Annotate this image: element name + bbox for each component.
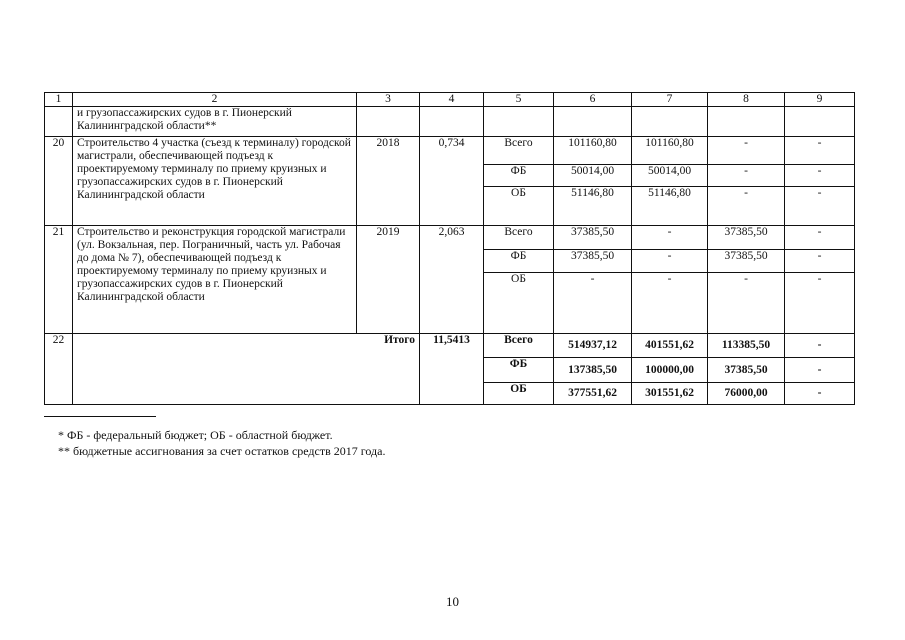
page-number: 10	[446, 594, 459, 609]
cell-value: 37385,50	[554, 226, 632, 250]
cell-object-name: Строительство и реконструкция городской магистрали (ул. Вокзальная, пер. Пограничный, часть ул. Рабочая до дома № 7), обеспечивающей подъезд к проектируемому терминалу по приему круизных и грузопассажирских судов в г. Пионерский Калининградской области	[73, 226, 357, 334]
cell-value: -	[785, 137, 855, 165]
cell-value: 50014,00	[554, 165, 632, 187]
cell-total-label: Итого	[73, 334, 420, 405]
col-header-9: 9	[785, 93, 855, 107]
footnote-1: * ФБ - федеральный бюджет; ОБ - областной бюджет.	[58, 428, 333, 442]
cell-value: 37385,50	[554, 250, 632, 273]
footnote-2: ** бюджетные ассигнования за счет остатков средств 2017 года.	[58, 444, 386, 458]
cell-source: ОБ	[484, 273, 554, 334]
cell-length: 11,5413	[420, 334, 484, 405]
table-row	[45, 137, 855, 165]
cell-value: 37385,50	[708, 250, 785, 273]
cell-value: -	[708, 273, 785, 334]
cell-source: ФБ	[484, 165, 554, 187]
cell-year: 2019	[357, 226, 420, 334]
cell-value: 50014,00	[632, 165, 708, 187]
cell-value: -	[708, 137, 785, 165]
cell-value: 37385,50	[708, 358, 785, 383]
cell-value: -	[785, 165, 855, 187]
cell-value: -	[554, 273, 632, 334]
table-row	[45, 107, 855, 137]
cell-length: 0,734	[420, 137, 484, 226]
cell-value: 101160,80	[632, 137, 708, 165]
cell-num	[45, 107, 73, 137]
cell-value: -	[632, 273, 708, 334]
col-header-7: 7	[632, 93, 708, 107]
cell-source: ОБ	[484, 187, 554, 226]
cell-object-name: и грузопассажирских судов в г. Пионерский Калининградской области**	[73, 107, 357, 137]
cell-value: 113385,50	[708, 334, 785, 358]
cell-value: 51146,80	[632, 187, 708, 226]
table-row	[45, 226, 855, 250]
cell-value: -	[785, 334, 855, 358]
cell-value: 37385,50	[708, 226, 785, 250]
col-header-3: 3	[357, 93, 420, 107]
col-header-2: 2	[73, 93, 357, 107]
cell-value: 137385,50	[554, 358, 632, 383]
cell-source: Всего	[484, 334, 554, 358]
cell-value: -	[785, 358, 855, 383]
cell-value: 76000,00	[708, 383, 785, 405]
cell-value: 51146,80	[554, 187, 632, 226]
table-row	[45, 334, 855, 358]
footnote-divider	[44, 416, 156, 417]
cell-source: ФБ	[484, 358, 554, 383]
col-header-4: 4	[420, 93, 484, 107]
cell-value: -	[785, 226, 855, 250]
cell-value: -	[632, 226, 708, 250]
col-header-6: 6	[554, 93, 632, 107]
cell-value: -	[632, 250, 708, 273]
cell-source: ФБ	[484, 250, 554, 273]
cell-value: 101160,80	[554, 137, 632, 165]
cell-source: Всего	[484, 137, 554, 165]
col-header-1: 1	[45, 93, 73, 107]
col-header-5: 5	[484, 93, 554, 107]
cell-value: -	[785, 187, 855, 226]
cell-value: 514937,12	[554, 334, 632, 358]
cell-num: 20	[45, 137, 73, 226]
cell-value: -	[785, 250, 855, 273]
cell-object-name: Строительство 4 участка (съезд к терминалу) городской магистрали, обеспечивающей подъезд к проектируемому терминалу по приему круизных и грузопассажирских судов в г. Пионерский Калининградской области	[73, 137, 357, 226]
header-row	[45, 93, 855, 107]
cell-value: 377551,62	[554, 383, 632, 405]
budget-table	[44, 92, 855, 405]
cell-value: -	[708, 165, 785, 187]
cell-source: ОБ	[484, 383, 554, 405]
cell-source: Всего	[484, 226, 554, 250]
cell-value: 100000,00	[632, 358, 708, 383]
cell-length: 2,063	[420, 226, 484, 334]
cell-num: 21	[45, 226, 73, 334]
cell-num: 22	[45, 334, 73, 405]
col-header-8: 8	[708, 93, 785, 107]
cell-value: -	[785, 273, 855, 334]
cell-value: -	[785, 383, 855, 405]
cell-year: 2018	[357, 137, 420, 226]
cell-value: -	[708, 187, 785, 226]
cell-value: 301551,62	[632, 383, 708, 405]
cell-value: 401551,62	[632, 334, 708, 358]
